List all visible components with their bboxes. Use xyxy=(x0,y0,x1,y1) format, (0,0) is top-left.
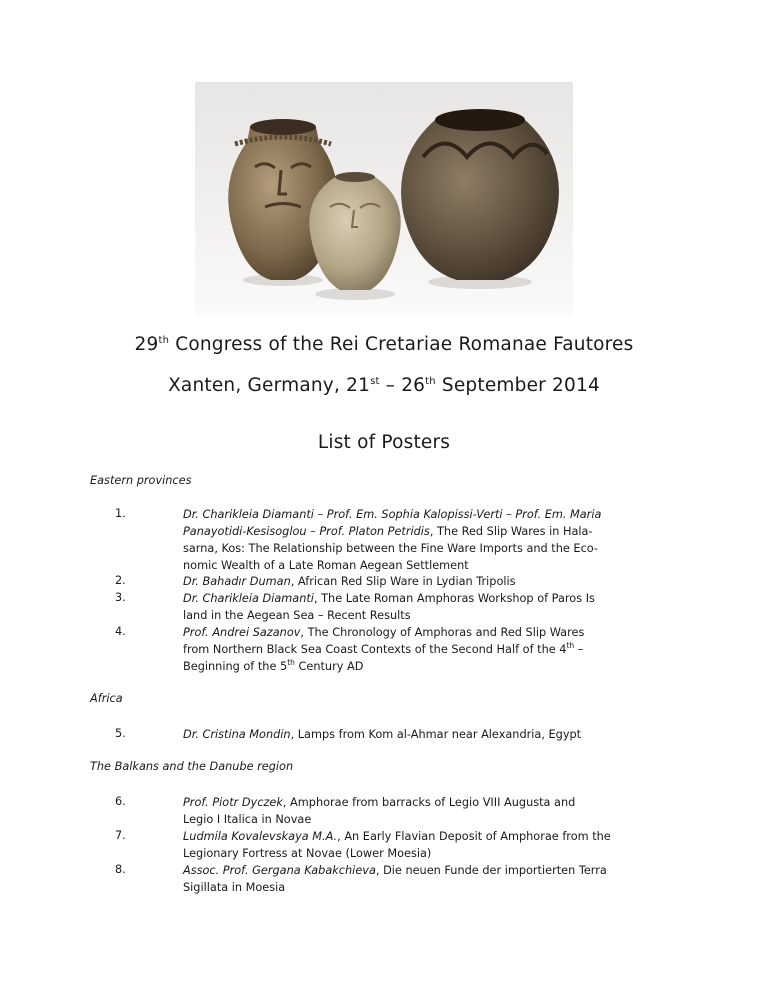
section-balkans-danube: The Balkans and the Danube region xyxy=(90,760,294,773)
poster-number: 8. xyxy=(115,863,126,876)
list-heading: List of Posters xyxy=(317,432,451,453)
poster-entry: Assoc. Prof. Gergana Kabakchieva, Die neuen Funde der importierten Terra Sigillata in Moesia xyxy=(183,864,607,894)
pottery-photo xyxy=(195,82,573,315)
poster-entry: Dr. Charikleia Diamanti – Prof. Em. Sophia Kalopissi-Verti – Prof. Em. Maria Panayotidi-Kesisoglou – Prof. Platon Petridis, The Red Slip Wares in Hala- sarna, Kos: The Relationship between the Fine Ware Imports and the Eco- nomic Wealth of a Late Roman Aegean Settlement xyxy=(183,508,602,572)
poster-entry: Ludmila Kovalevskaya M.A., An Early Flavian Deposit of Amphorae from the Legionary Fortress at Novae (Lower Moesia) xyxy=(183,830,611,860)
section-eastern-provinces: Eastern provinces xyxy=(90,474,192,487)
poster-number: 7. xyxy=(115,829,126,842)
poster-number: 2. xyxy=(115,574,126,587)
poster-entry: Prof. Andrei Sazanov, The Chronology of Amphoras and Red Slip Wares from Northern Black Sea Coast Contexts of the Second Half of the 4th – Beginning of the 5th Century AD xyxy=(183,626,585,673)
congress-title: 29th Congress of the Rei Cretariae Romanae Fautores xyxy=(134,334,634,355)
poster-entry: Dr. Bahadır Duman, African Red Slip Ware in Lydian Tripolis xyxy=(183,575,516,588)
poster-entry: Dr. Charikleia Diamanti, The Late Roman Amphoras Workshop of Paros Is land in the Aegean Sea – Recent Results xyxy=(183,592,595,622)
congress-location-dates: Xanten, Germany, 21st – 26th September 2014 xyxy=(168,375,600,396)
poster-number: 4. xyxy=(115,625,126,638)
poster-entry: Prof. Piotr Dyczek, Amphorae from barracks of Legio VIII Augusta and Legio I Italica in Novae xyxy=(183,796,576,826)
section-africa: Africa xyxy=(90,692,123,705)
poster-number: 6. xyxy=(115,795,126,808)
poster-number: 1. xyxy=(115,507,126,520)
poster-entry: Dr. Cristina Mondin, Lamps from Kom al-Ahmar near Alexandria, Egypt xyxy=(183,728,582,741)
poster-number: 3. xyxy=(115,591,126,604)
poster-number: 5. xyxy=(115,727,126,740)
